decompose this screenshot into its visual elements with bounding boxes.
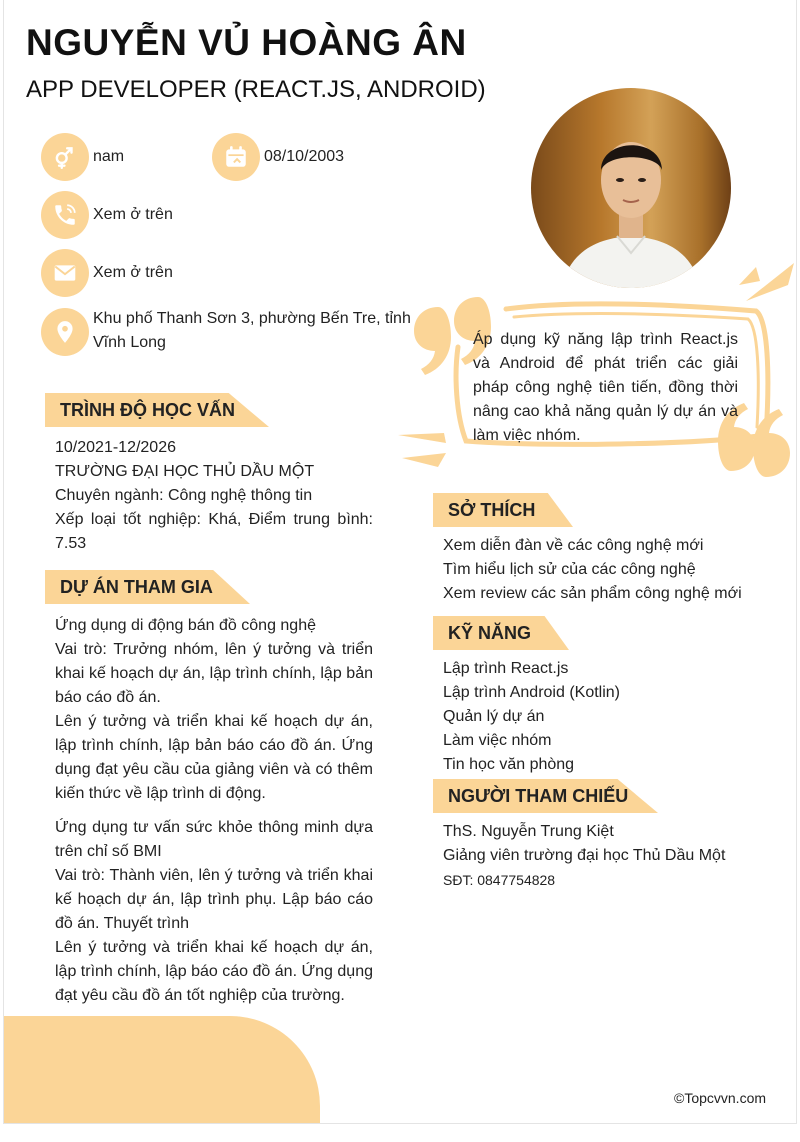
candidate-name: NGUYỄN VỦ HOÀNG ÂN [26,22,467,63]
list-item: Làm việc nhóm [443,732,552,749]
birthday-text: 08/10/2003 [264,148,345,165]
email-text: Xem ở trên [93,264,173,281]
project-role: Vai trò: Trưởng nhóm, lên ý tưởng và triển khai kế hoạch dự án, lập trình chính, lập bản báo cáo đồ án. [55,641,373,706]
gender-text: nam [93,148,125,165]
address-line-1: Khu phố Thanh Sơn 3, phường Bến Tre, tỉnh [93,310,411,327]
email-icon [41,249,89,297]
cv-page [3,0,797,1124]
list-item: Xem review các sản phẩm công nghệ mới [443,585,742,602]
reference-position: Giảng viên trường đại học Thủ Dầu Một [443,847,726,864]
project-desc: Lên ý tưởng và triển khai kế hoạch dự án, lập trình chính, lập báo cáo đồ án. Ứng dụng đạt yêu cầu đồ án tốt nghiệp của trường. [55,939,373,1004]
project-item [55,614,373,806]
list-item: Tin học văn phòng [443,756,575,773]
project-role: Vai trò: Thành viên, lên ý tưởng và triển khai kế hoạch dự án, lập trình phụ. Lập báo cáo đồ án. Thuyết trình [55,867,373,932]
education-period: 10/2021-12/2026 [55,439,176,456]
copyright-text: ©Topcvvn.com [674,1090,767,1106]
decorative-corner [4,1016,320,1124]
education-heading: TRÌNH ĐỘ HỌC VẤN [45,393,269,427]
phone-text: Xem ở trên [93,206,173,223]
project-desc: Lên ý tưởng và triển khai kế hoạch dự án, lập trình chính, lập bản báo cáo đồ án. Ứng dụng đạt yêu cầu của giảng viên và có thêm kiến thức về lập trình di động. [55,713,373,802]
address-text [93,307,413,355]
list-item: Xem diễn đàn về các công nghệ mới [443,537,704,554]
education-school: TRƯỜNG ĐẠI HỌC THỦ DẦU MỘT [55,463,315,480]
list-item: Quản lý dự án [443,708,545,725]
calendar-icon [212,133,260,181]
references-section [443,820,783,892]
list-item: Lập trình Android (Kotlin) [443,684,620,701]
gender-icon [41,133,89,181]
reference-name: ThS. Nguyễn Trung Kiệt [443,823,614,840]
education-grade: Xếp loại tốt nghiệp: Khá, Điểm trung bình: 7.53 [55,511,373,552]
reference-phone: SĐT: 0847754828 [443,872,556,888]
projects-heading: DỰ ÁN THAM GIA [45,570,250,604]
list-item: Tìm hiểu lịch sử của các công nghệ [443,561,696,578]
location-icon [41,308,89,356]
list-item: Lập trình React.js [443,660,569,677]
job-title: APP DEVELOPER (REACT.JS, ANDROID) [26,76,486,103]
career-objective: Áp dụng kỹ năng lập trình React.js và Android để phát triển các giải pháp công nghệ tiên tiến, đồng thời nâng cao khả năng quản lý dự án và làm việc nhóm. [473,331,738,444]
education-major: Chuyên ngành: Công nghệ thông tin [55,487,313,504]
skills-list [443,657,783,777]
project-name: Ứng dụng tư vấn sức khỏe thông minh dựa trên chỉ số BMI [55,819,373,860]
references-heading: NGƯỜI THAM CHIẾU [433,779,658,813]
skills-heading: KỸ NĂNG [433,616,569,650]
project-item [55,816,373,1008]
project-name: Ứng dụng di động bán đồ công nghệ [55,617,316,634]
address-line-2: Vĩnh Long [93,334,166,351]
hobbies-list [443,534,783,606]
education-section [55,436,373,556]
hobbies-heading: SỞ THÍCH [433,493,573,527]
phone-icon [41,191,89,239]
